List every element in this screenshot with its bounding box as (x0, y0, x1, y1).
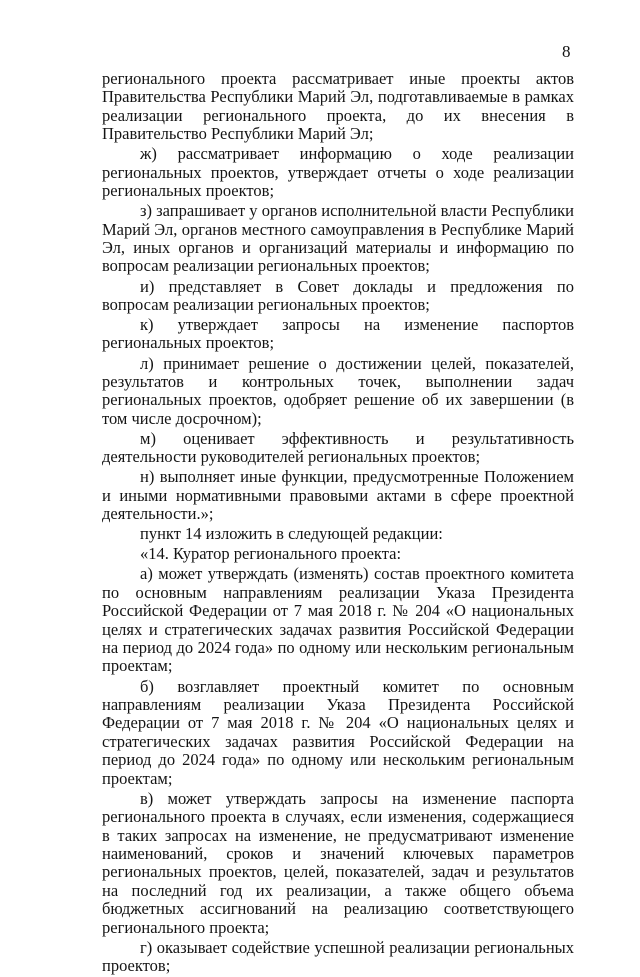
paragraph-item-zh: ж) рассматривает информацию о ходе реализации региональных проектов, утверждает отчеты о ходе реализации региональных проектов; (102, 144, 574, 201)
paragraph-item-l: л) принимает решение о достижении целей, показателей, результатов и контрольных точек, выполнении задач региональных проектов, одобряет решение об их завершении (в том числе досрочном); (102, 353, 574, 428)
paragraph-item-v: в) может утверждать запросы на изменение паспорта регионального проекта в случаях, если изменения, содержащиеся в таких запросах на изменение, не предусматривают изменение наименований, сроков и значений ключевых параметров региональных проектов, целей, показателей, задач и результатов на последний год их реализации, а также общего объема бюджетных ассигнований на реализацию соответствующего регионального проекта; (102, 788, 574, 937)
paragraph-item-m: м) оценивает эффективность и результативность деятельности руководителей региональных проектов; (102, 428, 574, 467)
document-body (102, 70, 574, 977)
paragraph-item-i: и) представляет в Совет доклады и предложения по вопросам реализации региональных проектов; (102, 276, 574, 314)
paragraph-item-k: к) утверждает запросы на изменение паспортов региональных проектов; (102, 315, 574, 353)
paragraph-item-g: г) оказывает содействие успешной реализации региональных проектов; (102, 937, 574, 976)
paragraph-item-z: з) запрашивает у органов исполнительной власти Республики Марий Эл, органов местного самоуправления в Республике Марий Эл, иных органов и организаций материалы и информацию по вопросам реализации региональных проектов; (102, 201, 574, 276)
paragraph-item-b: б) возглавляет проектный комитет по основным направлениям реализации Указа Президента Российской Федерации от 7 мая 2018 г. № 204 «О национальных целях и стратегических задачах развития Российской Федерации на период до 2024 года» по одному или нескольким региональным проектам; (102, 676, 574, 788)
paragraph-continuation: регионального проекта рассматривает иные проекты актов Правительства Республики Марий Эл, подготавливаемые в рамках реализации регионального проекта, до их внесения в Правительство Республики Марий Эл; (102, 69, 574, 144)
page-number: 8 (562, 42, 571, 61)
paragraph-amendment-instruction: пункт 14 изложить в следующей редакции: (140, 524, 443, 544)
paragraph-item-n: н) выполняет иные функции, предусмотренные Положением и иными нормативными правовыми актами в сфере проектной деятельности.»; (102, 467, 574, 524)
paragraph-item-a: а) может утверждать (изменять) состав проектного комитета по основным направлениям реализации Указа Президента Российской Федерации от 7 мая 2018 г. № 204 «О национальных целях и стратегических задачах развития Российской Федерации на период до 2024 года» по одному или нескольким региональным проектам; (102, 564, 574, 676)
paragraph-section-heading: «14. Куратор регионального проекта: (140, 544, 402, 564)
